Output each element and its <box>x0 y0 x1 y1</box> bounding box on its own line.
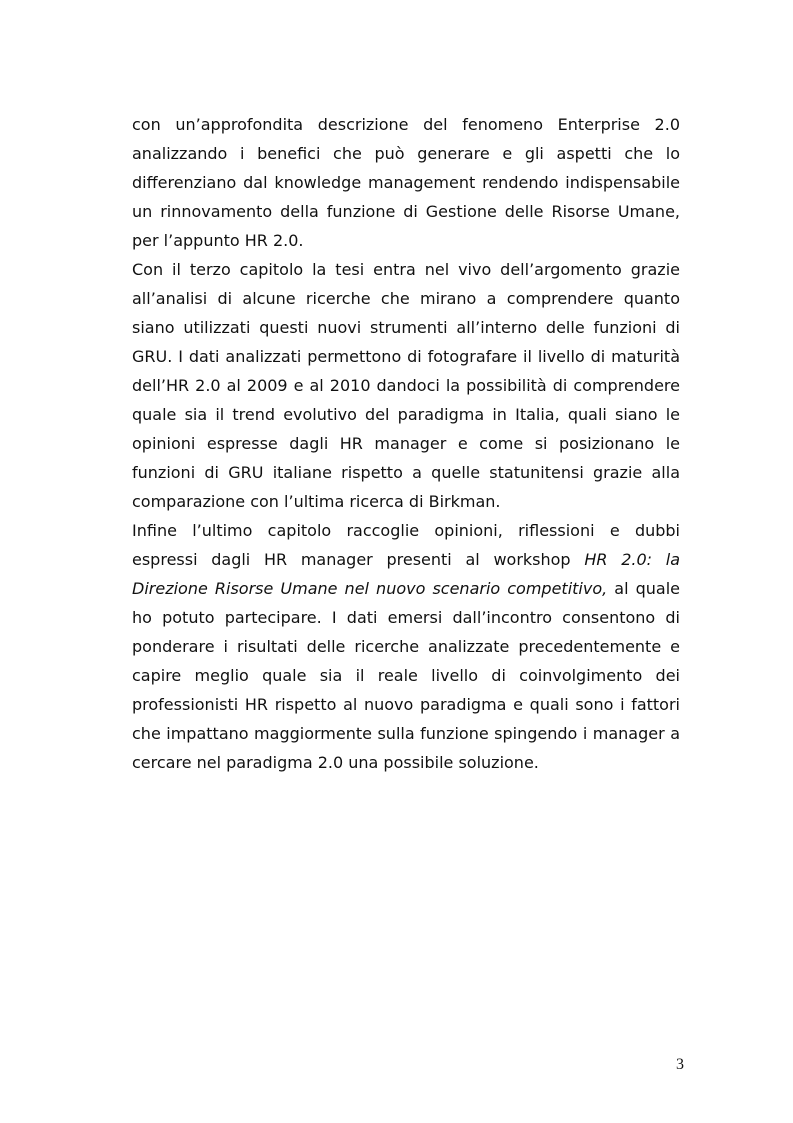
text-line: cercare nel paradigma 2.0 una possibile soluzione. <box>132 753 539 772</box>
text-line-mixed <box>132 574 680 603</box>
text-line: Infine l’ultimo capitolo raccoglie opinioni, riflessioni e dubbi <box>132 521 680 540</box>
text-line: siano utilizzati questi nuovi strumenti all’interno delle funzioni di <box>132 318 680 337</box>
text-line: per l’appunto HR 2.0. <box>132 231 304 250</box>
text-line: GRU. I dati analizzati permettono di fotografare il livello di maturità <box>132 347 680 366</box>
text-line: con un’approfondita descrizione del fenomeno Enterprise 2.0 <box>132 115 680 134</box>
text-line: opinioni espresse dagli HR manager e come si posizionano le <box>132 434 680 453</box>
text-line: comparazione con l’ultima ricerca di Birkman. <box>132 492 501 511</box>
text-line-mixed <box>132 545 680 574</box>
text-segment: espressi dagli HR manager presenti al workshop <box>132 550 571 569</box>
text-line: un rinnovamento della funzione di Gestione delle Risorse Umane, <box>132 202 680 221</box>
text-line: che impattano maggiormente sulla funzione spingendo i manager a <box>132 724 680 743</box>
text-line: capire meglio quale sia il reale livello di coinvolgimento dei <box>132 666 680 685</box>
italic-title-segment: Direzione Risorse Umane nel nuovo scenario competitivo, <box>132 579 608 598</box>
text-line: professionisti HR rispetto al nuovo paradigma e quali sono i fattori <box>132 695 680 714</box>
text-line: ho potuto partecipare. I dati emersi dall’incontro consentono di <box>132 608 680 627</box>
text-line: funzioni di GRU italiane rispetto a quelle statunitensi grazie alla <box>132 463 680 482</box>
text-line: differenziano dal knowledge management rendendo indispensabile <box>132 173 680 192</box>
page-number: 3 <box>676 1056 684 1073</box>
text-segment: al quale <box>614 579 680 598</box>
text-line: dell’HR 2.0 al 2009 e al 2010 dandoci la possibilità di comprendere <box>132 376 680 395</box>
text-line: quale sia il trend evolutivo del paradigma in Italia, quali siano le <box>132 405 680 424</box>
text-line: all’analisi di alcune ricerche che mirano a comprendere quanto <box>132 289 680 308</box>
text-line: ponderare i risultati delle ricerche analizzate precedentemente e <box>132 637 680 656</box>
text-line: analizzando i benefici che può generare e gli aspetti che lo <box>132 144 680 163</box>
body-text <box>132 110 680 777</box>
italic-title-segment: HR 2.0: la <box>584 550 681 569</box>
text-line: Con il terzo capitolo la tesi entra nel vivo dell’argomento grazie <box>132 260 680 279</box>
